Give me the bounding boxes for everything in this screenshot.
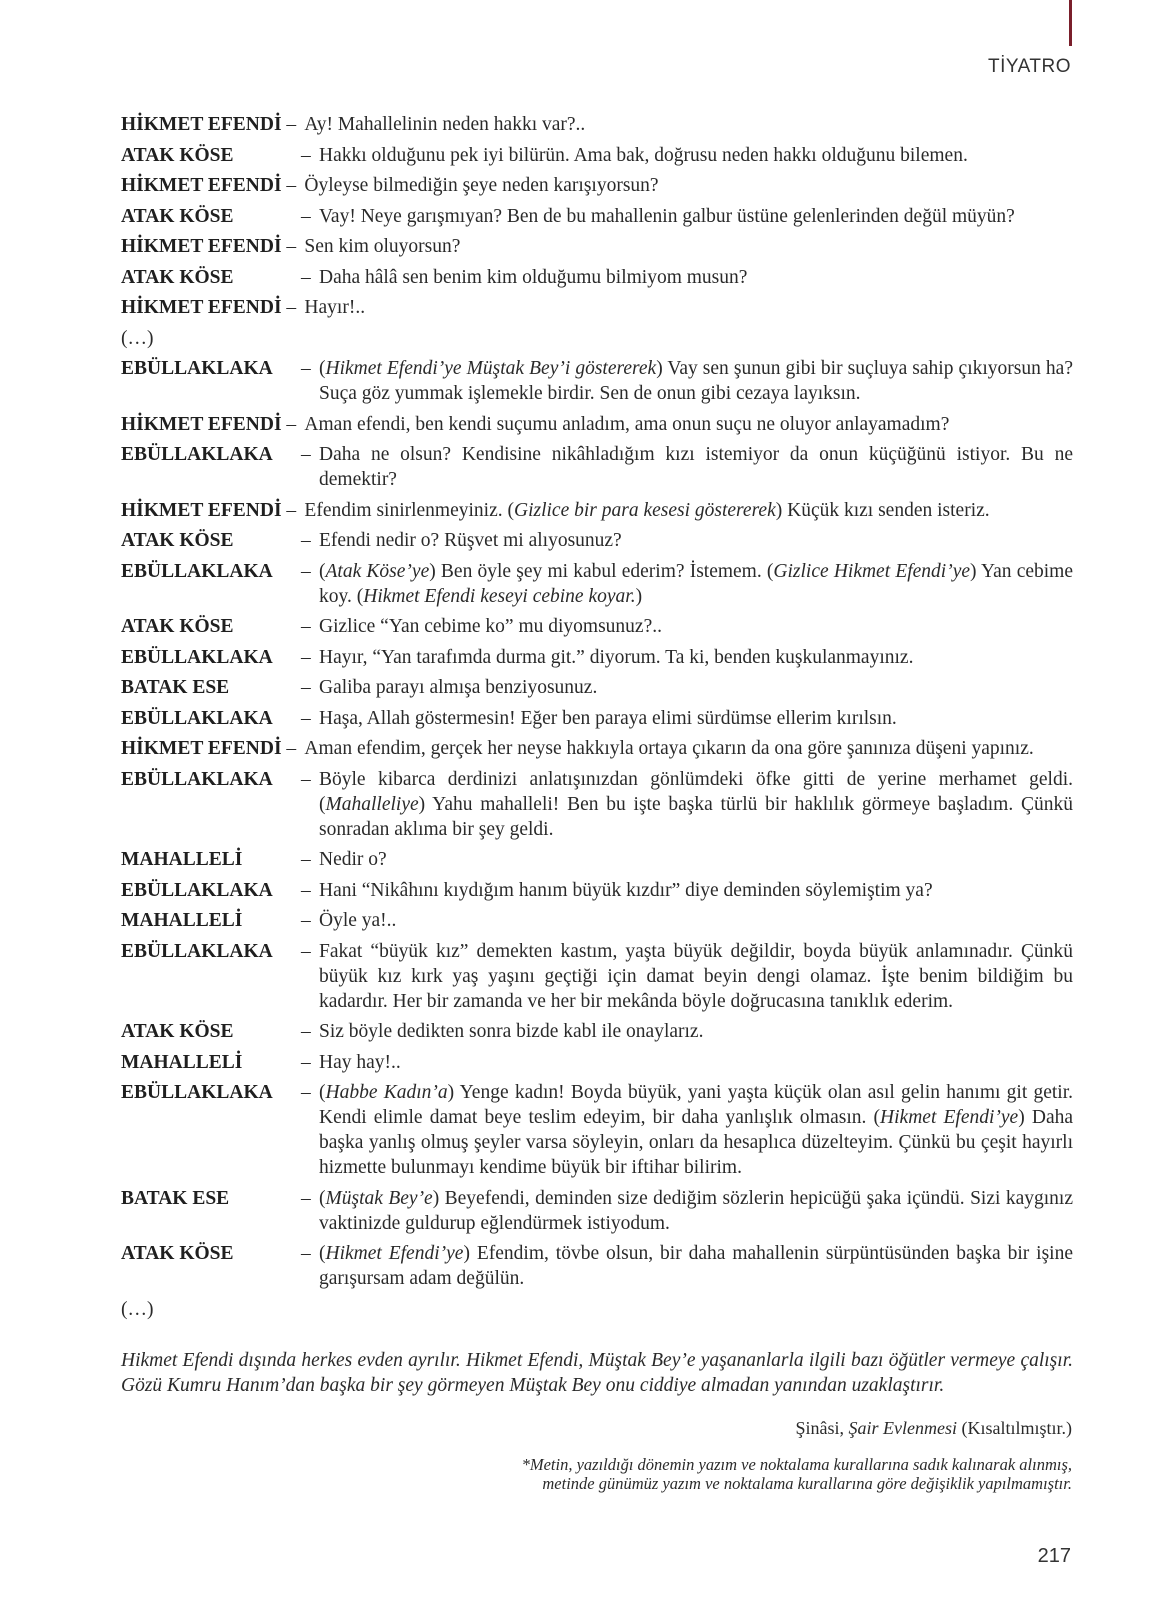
speaker-name: ATAK KÖSE [121, 144, 234, 166]
speech-text: ) [635, 585, 643, 607]
dialogue-line [121, 528, 1073, 553]
speech-text: Siz böyle dedikten sonra bizde kabl ile onaylarız. [319, 1021, 704, 1042]
dialogue-line [121, 498, 1073, 523]
speech-text: Öyle ya!.. [319, 910, 397, 931]
dialogue-dash: – [301, 616, 311, 637]
dialogue-text [319, 143, 1073, 168]
speaker-name: HİKMET EFENDİ [121, 738, 282, 759]
dialogue-line [121, 1186, 1073, 1236]
speaker-name: EBÜLLAKLAKA [121, 940, 273, 962]
dialogue-text [319, 908, 1073, 933]
source-work-title: Şair Evlenmesi [848, 1418, 957, 1438]
dialogue-block [121, 112, 1073, 1327]
dialogue-line [121, 1241, 1073, 1291]
dialogue-text [319, 767, 1073, 842]
dialogue-dash: – [286, 499, 297, 521]
dialogue-text [319, 442, 1073, 492]
dialogue-text [319, 1080, 1073, 1180]
source-author: Şinâsi, [795, 1418, 849, 1438]
dialogue-text [319, 559, 1073, 609]
dialogue-text [319, 675, 1073, 700]
speech-text: ) Yan cebime koy. ( [319, 560, 1074, 607]
dialogue-dash: – [301, 530, 311, 551]
speech-text: Aman efendim, gerçek her neyse hakkıyla ortaya çıkarın da ona göre şanınıza düşeni yapınız. [304, 738, 1034, 759]
dialogue-text [304, 234, 1073, 259]
dialogue-line [121, 736, 1073, 761]
speaker-name: MAHALLELİ [121, 1051, 243, 1073]
dialogue-text [304, 173, 1073, 198]
dialogue-text [319, 356, 1073, 406]
stage-direction: Gizlice Hikmet Efendi’ye [773, 560, 971, 582]
speaker-name: EBÜLLAKLAKA [121, 444, 273, 465]
speaker-name: ATAK KÖSE [121, 1243, 234, 1264]
dialogue-line [121, 356, 1073, 406]
dialogue-line [121, 847, 1073, 872]
speech-text: ( [319, 1187, 326, 1209]
speech-text: Böyle kibarca derdinizi anlatışınızdan gönlümdeki öfke gitti de yerine merhamet geldi. ( [319, 768, 1073, 815]
stage-direction: Hikmet Efendi keseyi cebine koyar. [363, 585, 636, 607]
speech-text: ( [319, 1243, 326, 1264]
speech-text: Gizlice “Yan cebime ko” mu diyomsunuz?.. [319, 616, 662, 637]
dialogue-dash: – [286, 738, 297, 759]
section-header: TİYATRO [987, 56, 1071, 77]
stage-direction: Habbe Kadın’a [325, 1082, 448, 1103]
dialogue-dash: – [301, 940, 311, 962]
dialogue-line [121, 143, 1073, 168]
speaker-name: HİKMET EFENDİ [121, 413, 282, 435]
dialogue-text [304, 295, 1073, 320]
speech-text: ( [319, 560, 326, 582]
dialogue-dash: – [301, 1082, 311, 1103]
stage-direction: Hikmet Efendi’ye Müştak Bey’i göstererek [325, 358, 657, 379]
speaker-name: ATAK KÖSE [121, 616, 234, 637]
speaker-name: EBÜLLAKLAKA [121, 768, 273, 790]
speaker-name: ATAK KÖSE [121, 205, 234, 227]
footnote-line-1: *Metin, yazıldığı dönemin yazım ve noktalama kurallarına sadık kalınarak alınmış, [521, 1455, 1072, 1474]
speech-text: ) Efendim, tövbe olsun, bir daha mahallenin sürpüntüsünden başka bir işine garışursam adam değülün. [319, 1243, 1074, 1289]
dialogue-text [319, 939, 1073, 1014]
dialogue-line [121, 559, 1073, 609]
speech-text: ) Ben öyle şey mi kabul ederim? İstemem. ( [429, 560, 774, 582]
speaker-name: EBÜLLAKLAKA [121, 707, 273, 729]
page-number: 217 [1037, 1545, 1071, 1567]
speech-text: ( [319, 1082, 326, 1103]
speaker-name: EBÜLLAKLAKA [121, 358, 273, 379]
speech-text: Fakat “büyük kız” demekten kastım, yaşta büyük değildir, boyda büyük anlamınadır. Çünkü büyük kız kırk yaş yaşını geçtiği için damat beyin dengi olamaz. İşte benim bildiğim bu kadardır. Her bir zamanda ve her bir mekânda böyle doğrucasına tanıklık ederim. [319, 940, 1073, 1012]
speaker-name: MAHALLELİ [121, 910, 243, 931]
speaker-name: ATAK KÖSE [121, 530, 234, 551]
dialogue-dash: – [301, 444, 311, 465]
dialogue-text [319, 878, 1073, 903]
dialogue-line [121, 295, 1073, 320]
dialogue-text [319, 204, 1073, 229]
speaker-name: HİKMET EFENDİ [121, 499, 282, 521]
speech-text: Daha ne olsun? Kendisine nikâhladığım kızı istemiyor da onun küçüğünü istiyor. Bu ne demektir? [319, 444, 1073, 490]
speech-text: Sen kim oluyorsun? [304, 236, 461, 257]
dialogue-text [319, 1019, 1073, 1044]
corner-accent-rule [1069, 0, 1072, 46]
stage-direction: Mahalleliye [325, 793, 419, 815]
dialogue-dash: – [286, 413, 297, 435]
dialogue-line [121, 265, 1073, 290]
dialogue-line [121, 204, 1073, 229]
speech-text: ) Beyefendi, deminden size dediğim sözlerin hepicüğü şaka içündü. Sizi kaygınız vaktinizde guldurup eğlendürmek istiyodum. [319, 1187, 1073, 1234]
dialogue-line [121, 767, 1073, 842]
dialogue-text [304, 412, 1073, 437]
dialogue-text [319, 706, 1073, 731]
dialogue-dash: – [301, 1051, 311, 1073]
speech-text: Nedir o? [319, 849, 387, 870]
speaker-name: HİKMET EFENDİ [121, 114, 282, 135]
speaker-name: HİKMET EFENDİ [121, 236, 282, 257]
dialogue-line [121, 412, 1073, 437]
dialogue-line [121, 234, 1073, 259]
dialogue-line [121, 112, 1073, 137]
dialogue-text [319, 1050, 1073, 1075]
dialogue-line [121, 645, 1073, 670]
dialogue-dash: – [301, 1243, 311, 1264]
speech-text: ) Yahu mahalleli! Ben bu işte başka türlü bir haklılık görmeye başladım. Çünkü sonradan aklıma bir şey geldi. [319, 793, 1073, 840]
dialogue-dash: – [301, 205, 311, 227]
dialogue-line [121, 1080, 1073, 1180]
source-note: (Kısaltılmıştır.) [957, 1418, 1072, 1438]
speech-text: ) Küçük kızı senden isteriz. [775, 499, 990, 521]
dialogue-text [319, 528, 1073, 553]
dialogue-dash: – [301, 266, 311, 288]
dialogue-text [319, 645, 1073, 670]
dialogue-dash: – [286, 175, 297, 196]
speaker-name: EBÜLLAKLAKA [121, 879, 273, 901]
stage-direction: Gizlice bir para kesesi göstererek [514, 499, 776, 521]
dialogue-text [319, 265, 1073, 290]
speaker-name: EBÜLLAKLAKA [121, 1082, 273, 1103]
dialogue-text [304, 498, 1073, 523]
stage-direction: Müştak Bey’e [325, 1187, 433, 1209]
footnote [522, 1455, 1072, 1493]
speech-text: Hayır, “Yan tarafımda durma git.” diyorum. Ta ki, benden kuşkulanmayınız. [319, 646, 914, 668]
stage-direction: Atak Köse’ye [325, 560, 430, 582]
dialogue-line [121, 614, 1073, 639]
speaker-name: HİKMET EFENDİ [121, 297, 282, 318]
speech-text: Aman efendi, ben kendi suçumu anladım, ama onun suçu ne oluyor anlayamadım? [304, 413, 950, 435]
speech-text: Haşa, Allah göstermesin! Eğer ben paraya elimi sürdümse ellerim kırılsın. [319, 707, 897, 729]
dialogue-dash: – [301, 1021, 311, 1042]
dialogue-line [121, 706, 1073, 731]
speech-text: Hani “Nikâhını kıydığım hanım büyük kızdır” diye deminden söylemiştim ya? [319, 879, 933, 901]
dialogue-text [319, 614, 1073, 639]
dialogue-dash: – [301, 144, 311, 166]
dialogue-line [121, 173, 1073, 198]
dialogue-text [319, 847, 1073, 872]
speaker-name: ATAK KÖSE [121, 1021, 234, 1042]
stage-direction: Hikmet Efendi’ye [880, 1107, 1019, 1128]
speaker-name: BATAK ESE [121, 1187, 230, 1209]
speech-text: Efendim sinirlenmeyiniz. ( [304, 499, 514, 521]
ellipsis-marker: (…) [121, 327, 154, 349]
speaker-name: MAHALLELİ [121, 849, 243, 870]
closing-stage-direction: Hikmet Efendi dışında herkes evden ayrılır. Hikmet Efendi, Müştak Bey’e yaşananlarla ilgili bazı öğütler vermeye çalışır. Gözü Kumru Hanım’dan başka bir şey görmeyen Müştak Bey onu ciddiye almadan yanından uzaklaştırır. [121, 1350, 1073, 1396]
speech-text: ) Vay sen şunun gibi bir suçluya sahip çıkıyorsun ha? Suça göz yummak işlemekle birdir. Sen de onun gibi cezaya layıksın. [319, 358, 1073, 404]
stage-direction: Hikmet Efendi’ye [325, 1243, 464, 1264]
dialogue-dash: – [301, 879, 311, 901]
ellipsis-marker: (…) [121, 1298, 154, 1320]
speech-text: Vay! Neye garışmıyan? Ben de bu mahallenin galbur üstüne gelenlerinden değül müyün? [319, 205, 1015, 227]
speech-text: Daha hâlâ sen benim kim olduğumu bilmiyom musun? [319, 266, 748, 288]
speaker-name: EBÜLLAKLAKA [121, 646, 273, 668]
speech-text: Galiba parayı almışa benziyosunuz. [319, 677, 598, 698]
dialogue-text [319, 1241, 1073, 1291]
dialogue-line [121, 908, 1073, 933]
dialogue-dash: – [301, 707, 311, 729]
dialogue-dash: – [301, 646, 311, 668]
dialogue-dash: – [301, 358, 311, 379]
dialogue-line [121, 939, 1073, 1014]
speech-text: ( [319, 358, 326, 379]
dialogue-dash: – [301, 560, 311, 582]
speech-text: Hakkı olduğunu pek iyi bilürün. Ama bak, doğrusu neden hakkı olduğunu bilemen. [319, 144, 968, 166]
speaker-name: HİKMET EFENDİ [121, 175, 282, 196]
speech-text: ) Yenge kadın! Boyda büyük, yani yaşta küçük olan asıl gelin hanımı git getir. Kendi elimle damat beye teslim edeyim, bir daha yanlışlık olmasın. ( [319, 1082, 1074, 1128]
dialogue-dash: – [301, 849, 311, 870]
speaker-name: ATAK KÖSE [121, 266, 234, 288]
dialogue-dash: – [301, 677, 311, 698]
dialogue-dash: – [301, 1187, 311, 1209]
speech-text: Hayır!.. [304, 297, 366, 318]
dialogue-line [121, 442, 1073, 492]
dialogue-text [319, 1186, 1073, 1236]
dialogue-line [121, 1019, 1073, 1044]
footnote-line-2: metinde günümüz yazım ve noktalama kurallarına göre değişiklik yapılmamıştır. [542, 1474, 1072, 1493]
dialogue-line [121, 878, 1073, 903]
speech-text: ) Daha başka yanlış olmuş şeyler varsa söyleyin, onları da hesaplıca düzelteyim. Çünkü bu çeşit hayırlı hizmette bulunmayı kendime büyük bir iftihar bilirim. [319, 1107, 1074, 1178]
dialogue-dash: – [301, 910, 311, 931]
speaker-name: EBÜLLAKLAKA [121, 560, 273, 582]
speaker-name: BATAK ESE [121, 677, 230, 698]
dialogue-line [121, 1050, 1073, 1075]
dialogue-dash: – [286, 114, 297, 135]
speech-text: Öyleyse bilmediğin şeye neden karışıyorsun? [304, 175, 659, 196]
dialogue-dash: – [301, 768, 311, 790]
dialogue-text [304, 736, 1073, 761]
dialogue-text [304, 112, 1073, 137]
dialogue-line [121, 675, 1073, 700]
dialogue-dash: – [286, 297, 297, 318]
speech-text: Hay hay!.. [319, 1051, 401, 1073]
dialogue-dash: – [286, 236, 297, 257]
speech-text: Efendi nedir o? Rüşvet mi alıyosunuz? [319, 530, 622, 551]
speech-text: Ay! Mahallelinin neden hakkı var?.. [304, 114, 586, 135]
source-citation [796, 1418, 1073, 1439]
